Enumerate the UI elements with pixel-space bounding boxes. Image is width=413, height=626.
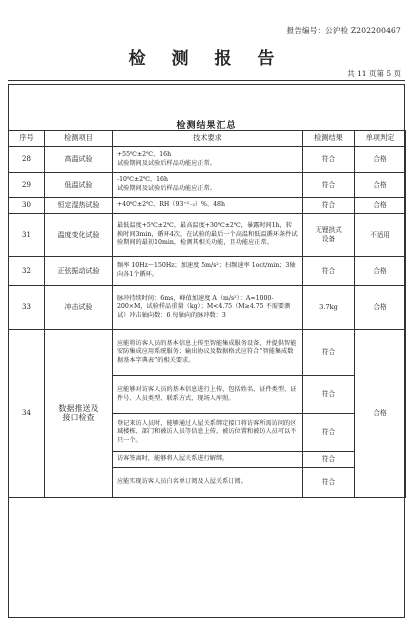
header-verdict: 单项判定 — [355, 131, 406, 147]
requirement: 最低温度+5℃±2℃，最高温度+30℃±2℃，暴露时间1h，转换时间3min，循环4次，在试验的最后一个高温和低温循环条件试验期间的最初10min，检测其相关功能，且功能应正常。 — [113, 214, 303, 257]
test-result: 无锂拱式 设备 — [303, 214, 355, 257]
verdict: 不适用 — [355, 214, 406, 257]
test-result: 符合 — [303, 376, 355, 414]
test-item: 数据推送及 接口检查 — [45, 330, 113, 498]
section-title: 检测结果汇总 — [176, 121, 237, 131]
header-requirement: 技术要求 — [113, 131, 303, 147]
results-table — [8, 130, 406, 498]
row-number: 32 — [9, 257, 45, 286]
requirement: 登记来访人员时，能够通过人屋关系绑定接口将访客所需访问的区域楼栋、部门和被访人员等信息上传，被访位置和被访人员可以不只一个。 — [113, 414, 303, 452]
test-item: 低温试验 — [45, 173, 113, 198]
table-row — [9, 286, 406, 330]
verdict: 合格 — [355, 330, 406, 498]
row-number: 29 — [9, 173, 45, 198]
test-item: 正弦振动试验 — [45, 257, 113, 286]
verdict: 合格 — [355, 286, 406, 330]
requirement: +55℃±2℃、16h 试验期间及试验后样品功能应正常。 — [113, 147, 303, 173]
document-title: 检 测 报 告 — [128, 49, 285, 69]
header-result: 检测结果 — [303, 131, 355, 147]
header-no: 序号 — [9, 131, 45, 147]
table-row — [9, 214, 406, 257]
test-item: 温度变化试验 — [45, 214, 113, 257]
row-number: 33 — [9, 286, 45, 330]
verdict: 合格 — [355, 173, 406, 198]
requirement: +40℃±2℃、RH（93⁺²₋₃）%、48h — [113, 198, 303, 214]
page-info: 共 11 页第 5 页 — [347, 69, 401, 78]
verdict: 合格 — [355, 198, 406, 214]
requirement: 应能够对访客人员的基本信息进行上传，包括姓名、证件类型、证件号、人员类型、联系方式、现场人库照。 — [113, 376, 303, 414]
row-number: 30 — [9, 198, 45, 214]
table-row — [9, 198, 406, 214]
requirement: 应能将访客人员的基本信息上传至智能集成服务设备，并提供智能安防集成应用系统服务；输出协议及数据格式应符合“智能集成数据基本字典表”的相关要求。 — [113, 330, 303, 376]
header-item: 检测项目 — [45, 131, 113, 147]
test-result: 3.7kg — [303, 286, 355, 330]
requirement: 脉冲持续时间：6ms，峰值加速度 A（m/s²）：A=1000-200×M，试验样品重量（kg）；M<4.75（M≥4.75 不需要测试）冲击轴向数：6 每轴向的脉冲数：3 — [113, 286, 303, 330]
verdict: 合格 — [355, 147, 406, 173]
row-number: 31 — [9, 214, 45, 257]
test-item: 高温试验 — [45, 147, 113, 173]
test-result: 符合 — [303, 147, 355, 173]
report-number: 报告编号：公沪检 Z202200467 — [286, 26, 401, 35]
verdict: 合格 — [355, 257, 406, 286]
test-result: 符合 — [303, 452, 355, 468]
test-result: 符合 — [303, 198, 355, 214]
test-item: 冲击试验 — [45, 286, 113, 330]
row-number: 28 — [9, 147, 45, 173]
test-item: 恒定湿热试验 — [45, 198, 113, 214]
requirement: 应能实现访客人员白名单订阅及人屋关系订阅。 — [113, 468, 303, 498]
table-row — [9, 330, 406, 376]
test-result: 符合 — [303, 414, 355, 452]
test-result: 符合 — [303, 173, 355, 198]
requirement: 频率 10Hz～150Hz；加速度 5m/s²；扫频速率 1oct/min；3轴向各1个循环。 — [113, 257, 303, 286]
table-row — [9, 257, 406, 286]
row-number: 34 — [9, 330, 45, 498]
test-result: 符合 — [303, 330, 355, 376]
table-row — [9, 147, 406, 173]
top-rule — [8, 80, 405, 81]
test-result: 符合 — [303, 468, 355, 498]
requirement: 访客签离时，能够将人屋关系进行解绑。 — [113, 452, 303, 468]
table-row — [9, 173, 406, 198]
table-header-row — [9, 131, 406, 147]
test-result: 符合 — [303, 257, 355, 286]
requirement: -10℃±2℃、16h 试验期间及试验后样品功能应正常。 — [113, 173, 303, 198]
